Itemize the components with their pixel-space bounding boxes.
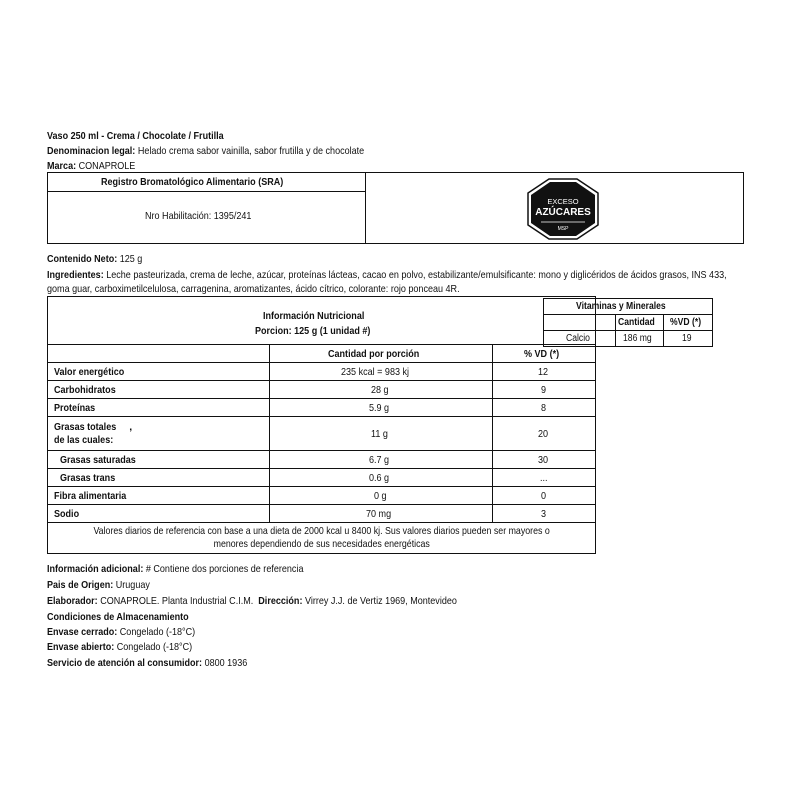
additional-info: Información adicional: # Contiene dos porciones de referencia xyxy=(47,563,304,575)
sra-registry-box xyxy=(47,172,744,244)
country-of-origin: Pais de Origen: Uruguay xyxy=(47,579,150,591)
nutrition-table xyxy=(47,296,596,554)
customer-service: Servicio de atención al consumidor: 0800 1936 xyxy=(47,657,248,669)
nutrition-header: Información Nutricional Porcion: 125 g (1 unidad #) xyxy=(48,297,596,345)
legal-name: Denominacion legal: Helado crema sabor vainilla, sabor frutilla y de chocolate xyxy=(47,145,365,157)
nutrition-row: Grasas saturadas 6.7 g 30 xyxy=(48,451,596,469)
nutrition-row: Fibra alimentaria 0 g 0 xyxy=(48,487,596,505)
col-amount-header: Cantidad por porción xyxy=(269,345,493,363)
vitamins-table xyxy=(543,298,713,347)
ingredients-line2: goma guar, carboximetilcelulosa, carragenina, aromatizantes, ácido cítrico, colorante: rojo ponceau 4R. xyxy=(47,283,460,295)
nutrition-row: Grasas totales , de las cuales: 11 g 20 xyxy=(48,417,596,451)
storage-open: Envase abierto: Congelado (-18°C) xyxy=(47,641,193,653)
nutrition-row: Proteínas 5.9 g 8 xyxy=(48,399,596,417)
sra-header: Registro Bromatológico Alimentario (SRA) xyxy=(48,173,365,192)
nutrition-row: Grasas trans 0.6 g ... xyxy=(48,469,596,487)
sra-habilitation: Nro Habilitación: 1395/241 xyxy=(144,210,252,222)
producer: Elaborador: CONAPROLE. Planta Industrial C.I.M. Dirección: Virrey J.J. de Vertiz 1969, Montevideo xyxy=(47,595,457,607)
net-content: Contenido Neto: 125 g xyxy=(47,253,143,265)
vitamins-title: Vitaminas y Minerales xyxy=(544,299,713,315)
col-vd-header: % VD (*) xyxy=(493,345,596,363)
vitamin-row: Calcio 186 mg 19 xyxy=(544,331,713,347)
vit-col-vd: %VD (*) xyxy=(663,315,712,331)
storage-title: Condiciones de Almacenamiento xyxy=(47,611,189,623)
nutrition-row: Carbohidratos 28 g 9 xyxy=(48,381,596,399)
nutrition-row: Valor energético 235 kcal = 983 kj 12 xyxy=(48,363,596,381)
seal-issuer: MSP xyxy=(557,226,569,232)
exceso-azucares-seal-icon xyxy=(527,178,599,240)
product-title: Vaso 250 ml - Crema / Chocolate / Frutilla xyxy=(47,130,224,142)
storage-closed: Envase cerrado: Congelado (-18°C) xyxy=(47,626,196,638)
ingredients-line1: Ingredientes: Leche pasteurizada, crema de leche, azúcar, proteínas lácteas, cacao en polvo, estabilizante/emulsificante: mono y diglicéridos de ácidos grasos, INS 433, xyxy=(47,269,727,281)
seal-line1: EXCESO xyxy=(547,197,579,206)
nutrition-footnote: Valores diarios de referencia con base a una dieta de 2000 kcal u 8400 kj. Sus valores diarios pueden ser mayores o menores dependiendo de sus necesidades energéticas xyxy=(48,523,596,554)
nutrition-row: Sodio 70 mg 3 xyxy=(48,505,596,523)
seal-line2: AZÚCARES xyxy=(535,207,591,218)
brand: Marca: CONAPROLE xyxy=(47,160,136,172)
vit-col-amount: Cantidad xyxy=(615,315,663,331)
